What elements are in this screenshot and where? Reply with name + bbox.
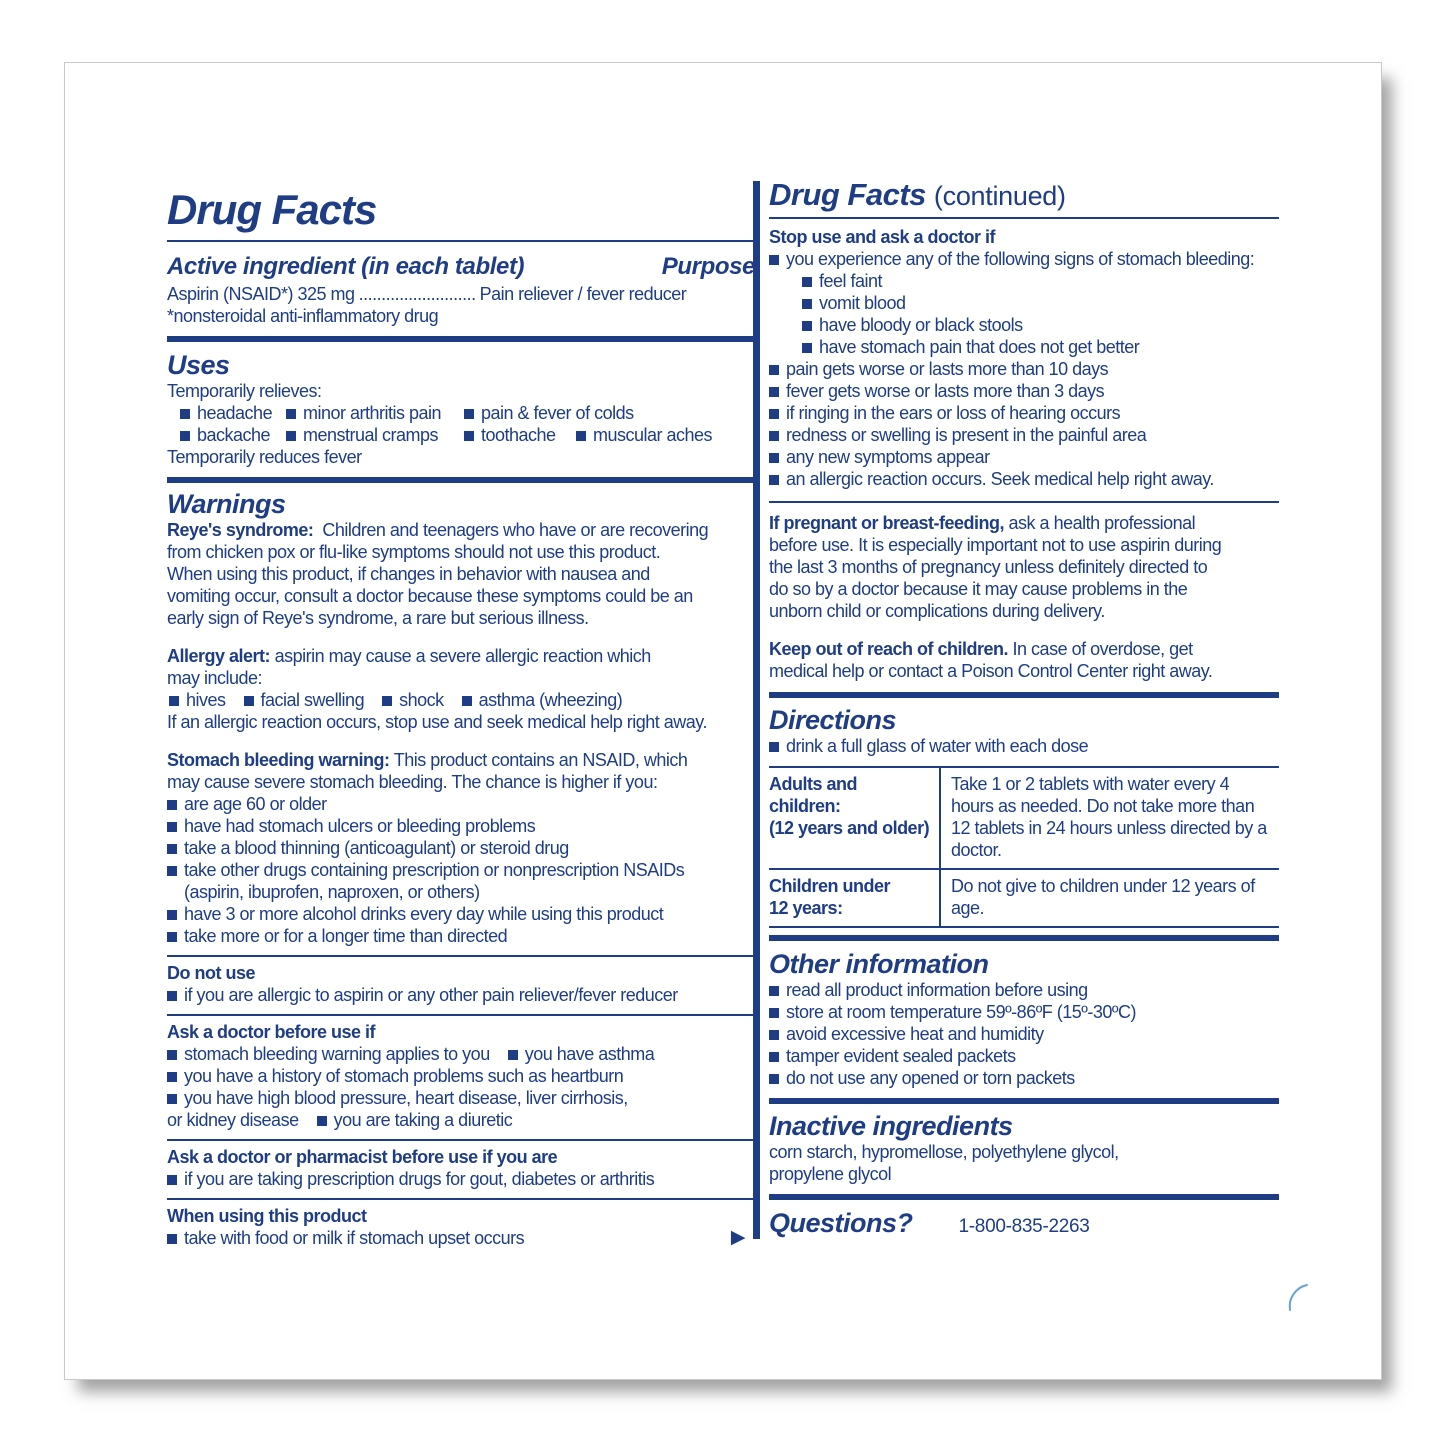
section-rule (769, 935, 1279, 941)
allergy-item: shock (382, 689, 444, 711)
stop-use-bullet: redness or swelling is present in the painful area (769, 424, 1279, 446)
dot-leader: .......................... (358, 284, 476, 304)
bullet-icon (286, 409, 296, 419)
bullet-icon (180, 431, 190, 441)
spacer (167, 733, 755, 749)
page-title: Drug Facts (167, 186, 377, 233)
bullet-icon (769, 1008, 779, 1018)
when-using-bullet (167, 1227, 755, 1249)
ingredient-name: Aspirin (NSAID*) 325 mg (167, 284, 355, 304)
bullet-icon (802, 277, 812, 287)
other-info-bullet: avoid excessive heat and humidity (769, 1023, 1279, 1045)
uses-item: pain & fever of colds (464, 402, 634, 424)
bullet-icon (167, 1050, 177, 1060)
bullet-icon (769, 431, 779, 441)
bullet-icon (167, 800, 177, 810)
bullet-icon (576, 431, 586, 441)
continued-title: Drug Facts (continued) (769, 177, 1066, 212)
inactive-ingredients-line: propylene glycol (769, 1164, 892, 1184)
subsection-rule (769, 501, 1279, 503)
stop-use-bullet: pain gets worse or lasts more than 10 days (769, 358, 1279, 380)
bullet-icon (167, 1072, 177, 1082)
bullet-icon (167, 910, 177, 920)
other-info-bullet: tamper evident sealed packets (769, 1045, 1279, 1067)
right-column (769, 177, 1279, 1238)
bullet-icon (167, 844, 177, 854)
uses-bullet-row (167, 424, 755, 446)
stop-use-bullet: fever gets worse or lasts more than 3 days (769, 380, 1279, 402)
bullet-icon (769, 453, 779, 463)
bullet-icon (769, 1030, 779, 1040)
questions-row (769, 1208, 1279, 1238)
stop-use-bullet: an allergic reaction occurs. Seek medical help right away. (769, 468, 1279, 490)
bullet-icon (769, 986, 779, 996)
bullet-icon (167, 822, 177, 832)
ask-pharmacist-heading: Ask a doctor or pharmacist before use if you are (167, 1147, 558, 1167)
section-rule (769, 692, 1279, 698)
keep-out-line: medical help or contact a Poison Control Center right away. (769, 661, 1213, 681)
bullet-icon (317, 1116, 327, 1126)
dosage-who-cell (769, 869, 940, 927)
bullet-icon (167, 932, 177, 942)
bullet-text: take with food or milk if stomach upset occurs (167, 1227, 524, 1249)
reye-paragraph-line: vomiting occur, consult a doctor because these symptoms could be an (167, 586, 693, 606)
continued-suffix: (continued) (933, 181, 1066, 211)
ask-doctor-bullet: you have a history of stomach problems such as heartburn (167, 1065, 755, 1087)
dosage-who-line: (12 years and older) (769, 818, 930, 838)
reye-paragraph-line: from chicken pox or flu-like symptoms should not use this product. (167, 542, 661, 562)
inactive-ingredients-heading: Inactive ingredients (769, 1111, 1013, 1141)
dosage-who-cell (769, 767, 940, 869)
bullet-icon (462, 696, 472, 706)
bullet-icon (167, 1175, 177, 1185)
allergy-outro: If an allergic reaction occurs, stop use and seek medical help right away. (167, 712, 707, 732)
table-row (769, 869, 1279, 927)
drug-facts-label-page (64, 62, 1382, 1380)
title-underline (769, 217, 1279, 219)
dosage-who-line: Children under (769, 876, 891, 896)
do-not-use-heading: Do not use (167, 963, 255, 983)
reye-label: Reye's syndrome: (167, 520, 314, 540)
subsection-rule (167, 1139, 755, 1141)
ingredient-footnote: *nonsteroidal anti-inflammatory drug (167, 306, 439, 326)
section-rule (167, 336, 755, 342)
subsection-rule (167, 1198, 755, 1200)
stomach-bullet: take other drugs containing prescription or nonprescription NSAIDs (167, 859, 755, 881)
reye-paragraph-line: Reye's syndrome: Children and teenagers who have or are recovering (167, 520, 709, 540)
uses-intro: Temporarily relieves: (167, 381, 322, 401)
allergy-paragraph-line: Allergy alert: aspirin may cause a severe allergic reaction which (167, 646, 651, 666)
section-rule (769, 1098, 1279, 1104)
questions-phone: 1-800-835-2263 (958, 1216, 1090, 1237)
bullet-icon (464, 431, 474, 441)
stomach-paragraph-line: Stomach bleeding warning: This product contains an NSAID, which (167, 750, 688, 770)
stop-use-bullet: if ringing in the ears or loss of hearing occurs (769, 402, 1279, 424)
allergy-bullet-row (167, 689, 755, 711)
dosage-what-cell (940, 767, 1279, 869)
bullet-icon (167, 991, 177, 1001)
spacer (769, 622, 1279, 638)
uses-item: backache (180, 424, 286, 446)
bullet-icon (769, 409, 779, 419)
do-not-use-bullet: if you are allergic to aspirin or any other pain reliever/fever reducer (167, 984, 755, 1006)
bullet-icon (769, 1052, 779, 1062)
bullet-icon (382, 696, 392, 706)
other-info-bullet: store at room temperature 59º-86ºF (15º-30ºC) (769, 1001, 1279, 1023)
uses-item: headache (180, 402, 286, 424)
purpose-heading: Purpose (661, 253, 755, 280)
stop-use-bullet: any new symptoms appear (769, 446, 1279, 468)
ask-doctor-bullet: you have high blood pressure, heart disease, liver cirrhosis, (167, 1087, 755, 1109)
allergy-paragraph-line: may include: (167, 668, 263, 688)
left-column (167, 187, 755, 1249)
subsection-rule (167, 955, 755, 957)
directions-bullet: drink a full glass of water with each dose (769, 735, 1279, 757)
continued-arrow-icon: ▶ (730, 1227, 745, 1248)
reye-paragraph-line: When using this product, if changes in behavior with nausea and (167, 564, 650, 584)
ask-doctor-heading: Ask a doctor before use if (167, 1022, 376, 1042)
spacer (167, 629, 755, 645)
allergy-item: facial swelling (244, 689, 365, 711)
section-rule (769, 1194, 1279, 1200)
stomach-bullet: are age 60 or older (167, 793, 755, 815)
purpose-value: Pain reliever / fever reducer (479, 284, 687, 304)
table-row (769, 767, 1279, 869)
stomach-bullet: have 3 or more alcohol drinks every day while using this product (167, 903, 755, 925)
uses-item: toothache (464, 424, 576, 446)
bullet-icon (769, 1074, 779, 1084)
corner-arc-mark (1283, 1281, 1315, 1315)
dosage-what-cell (940, 869, 1279, 927)
stomach-bullet-continuation: (aspirin, ibuprofen, naproxen, or others) (184, 882, 480, 902)
allergy-item: asthma (wheezing) (462, 689, 623, 711)
stop-use-bullet: you experience any of the following signs of stomach bleeding: (769, 248, 1279, 270)
dosage-what-text: Take 1 or 2 tablets with water every 4 hours as needed. Do not take more than 12 tablets in 24 hours unless directed by a doctor. (951, 774, 1267, 860)
dosage-what-text: Do not give to children under 12 years of age. (951, 876, 1255, 918)
bullet-icon (769, 475, 779, 485)
bullet-icon (180, 409, 190, 419)
active-ingredient-header (167, 253, 755, 280)
ask-doctor-bullet-continuation: or kidney disease you are taking a diuretic (167, 1110, 513, 1130)
other-info-bullet: do not use any opened or torn packets (769, 1067, 1279, 1089)
bullet-icon (169, 696, 179, 706)
keep-out-line: Keep out of reach of children. In case of overdose, get (769, 639, 1193, 659)
bullet-icon (167, 1094, 177, 1104)
bullet-icon (167, 866, 177, 876)
section-rule (167, 477, 755, 483)
title-underline (167, 240, 755, 242)
dosage-table (769, 766, 1279, 928)
bullet-icon (769, 742, 779, 752)
warnings-heading: Warnings (167, 489, 286, 519)
stomach-paragraph-line: may cause severe stomach bleeding. The chance is higher if you: (167, 772, 658, 792)
bullet-icon (802, 299, 812, 309)
dosage-who-line: Adults and children: (769, 774, 857, 816)
uses-bullet-row (167, 402, 755, 424)
allergy-label: Allergy alert: (167, 646, 271, 666)
stop-use-sub-bullet: have stomach pain that does not get better (769, 336, 1279, 358)
reye-paragraph-line: early sign of Reye's syndrome, a rare but serious illness. (167, 608, 589, 628)
stop-use-heading: Stop use and ask a doctor if (769, 227, 996, 247)
dosage-who-line: 12 years: (769, 898, 843, 918)
uses-outro: Temporarily reduces fever (167, 447, 362, 467)
ingredient-line (167, 283, 755, 305)
other-info-bullet: read all product information before using (769, 979, 1279, 1001)
ask-pharmacist-bullet: if you are taking prescription drugs for gout, diabetes or arthritis (167, 1168, 755, 1190)
bullet-icon (464, 409, 474, 419)
ask-doctor-bullet: stomach bleeding warning applies to you you have asthma (167, 1043, 755, 1065)
active-ingredient-heading: Active ingredient (in each tablet) (167, 253, 525, 280)
uses-item: muscular aches (576, 424, 712, 446)
pregnant-paragraph-line: before use. It is especially important not to use aspirin during (769, 535, 1222, 555)
bullet-icon (802, 321, 812, 331)
bullet-icon (769, 255, 779, 265)
uses-heading: Uses (167, 350, 230, 380)
bullet-icon (769, 387, 779, 397)
pregnant-paragraph-line: If pregnant or breast-feeding, ask a health professional (769, 513, 1196, 533)
pregnant-paragraph-line: do so by a doctor because it may cause problems in the (769, 579, 1188, 599)
stomach-bullet: have had stomach ulcers or bleeding problems (167, 815, 755, 837)
allergy-item: hives (169, 689, 226, 711)
stop-use-sub-bullet: feel faint (769, 270, 1279, 292)
stomach-bullet: take more or for a longer time than directed (167, 925, 755, 947)
uses-item: minor arthritis pain (286, 402, 464, 424)
bullet-icon (286, 431, 296, 441)
inactive-ingredients-line: corn starch, hypromellose, polyethylene glycol, (769, 1142, 1119, 1162)
directions-heading: Directions (769, 705, 897, 735)
stomach-bullet: take a blood thinning (anticoagulant) or steroid drug (167, 837, 755, 859)
pregnant-paragraph-line: the last 3 months of pregnancy unless definitely directed to (769, 557, 1208, 577)
stop-use-sub-bullet: have bloody or black stools (769, 314, 1279, 336)
keep-out-label: Keep out of reach of children. (769, 639, 1009, 659)
stop-use-sub-bullet: vomit blood (769, 292, 1279, 314)
when-using-heading: When using this product (167, 1206, 367, 1226)
uses-item: menstrual cramps (286, 424, 464, 446)
subsection-rule (167, 1014, 755, 1016)
bullet-icon (244, 696, 254, 706)
pregnant-label: If pregnant or breast-feeding, (769, 513, 1005, 533)
questions-heading: Questions? (769, 1208, 913, 1238)
bullet-icon (508, 1050, 518, 1060)
stomach-label: Stomach bleeding warning: (167, 750, 390, 770)
bullet-icon (167, 1234, 177, 1244)
bullet-icon (802, 343, 812, 353)
bullet-icon (769, 365, 779, 375)
pregnant-paragraph-line: unborn child or complications during delivery. (769, 601, 1105, 621)
other-information-heading: Other information (769, 949, 989, 979)
